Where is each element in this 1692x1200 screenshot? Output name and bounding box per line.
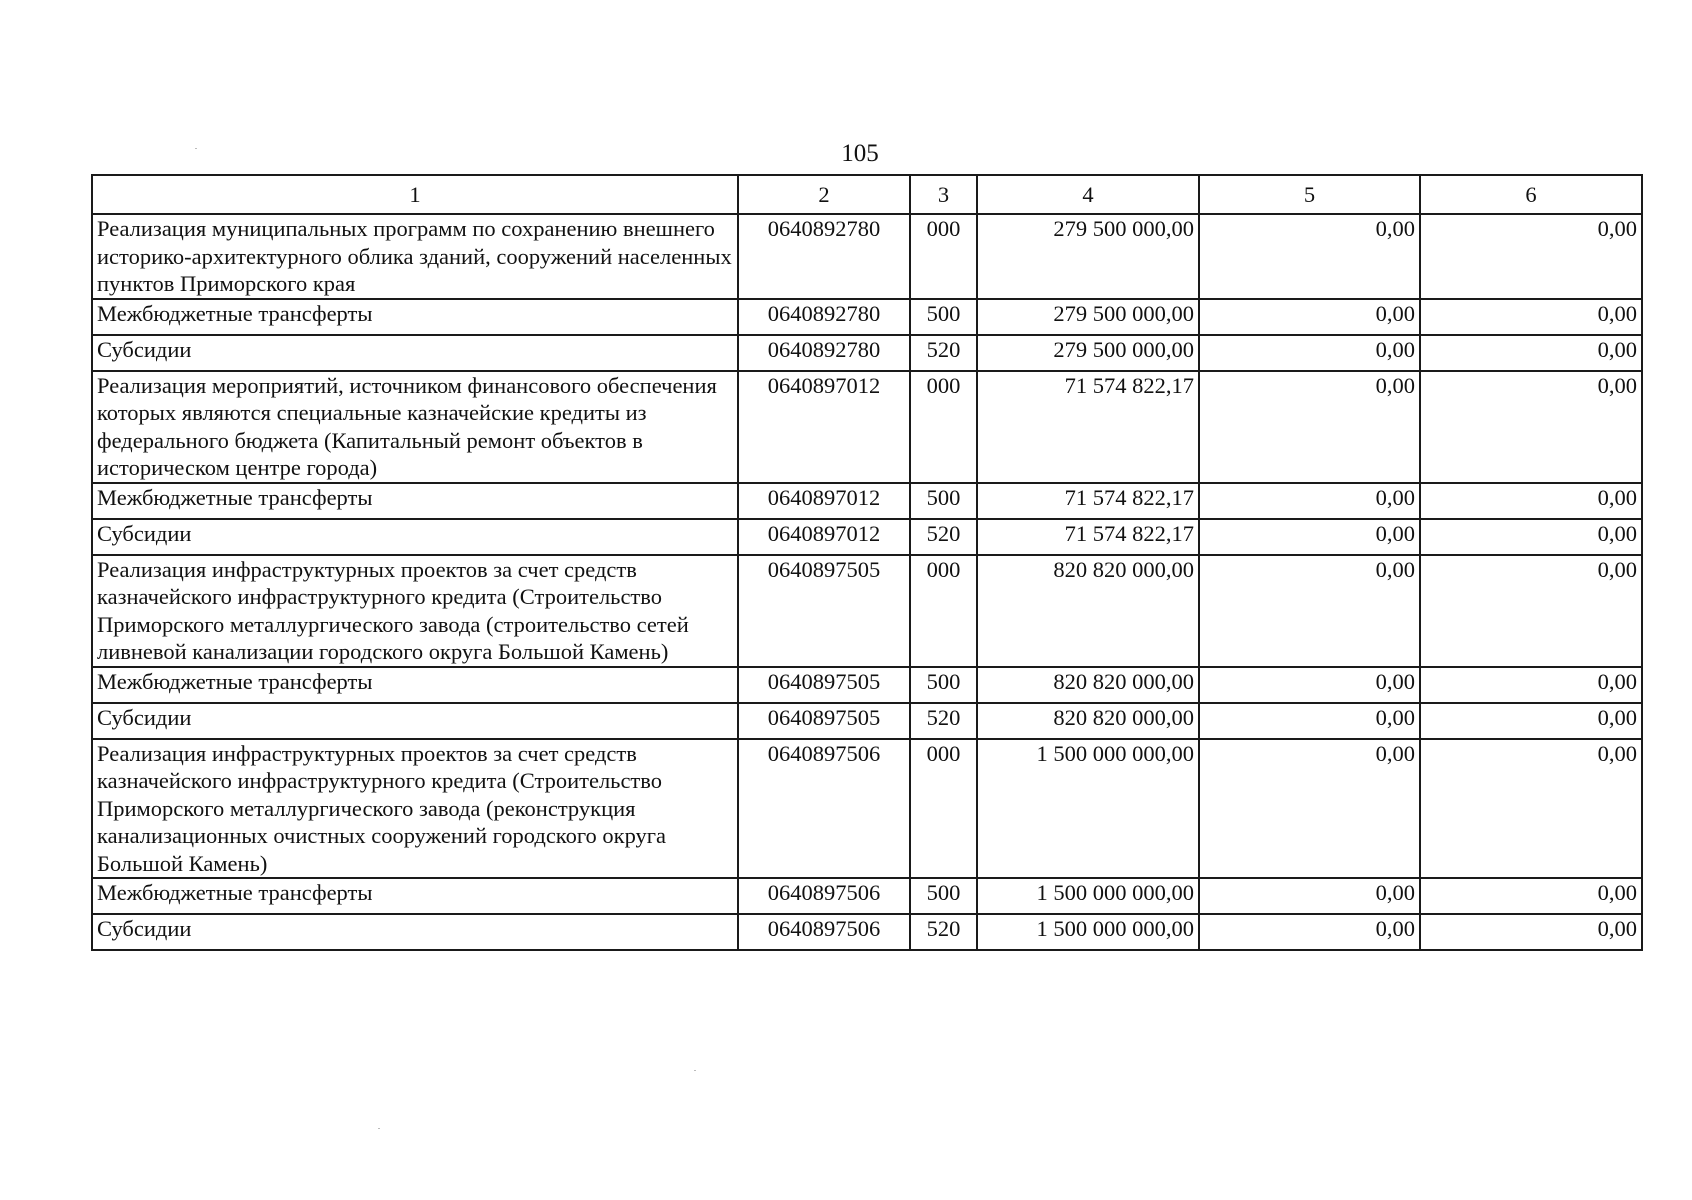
amount-col-6: 0,00 bbox=[1420, 703, 1642, 739]
amount-col-6: 0,00 bbox=[1420, 214, 1642, 299]
table-row bbox=[92, 739, 1642, 879]
header-col-4: 4 bbox=[977, 175, 1199, 214]
expense-type-code: 500 bbox=[910, 483, 977, 519]
amount-col-5: 0,00 bbox=[1199, 299, 1420, 335]
amount-col-5: 0,00 bbox=[1199, 667, 1420, 703]
amount-col-4: 279 500 000,00 bbox=[977, 335, 1199, 371]
expense-type-code: 520 bbox=[910, 914, 977, 950]
table-row bbox=[92, 483, 1642, 519]
expense-type-code: 500 bbox=[910, 299, 977, 335]
amount-col-4: 71 574 822,17 bbox=[977, 519, 1199, 555]
row-name: Реализация муниципальных программ по сохранению внешнего историко-архитектурного облика зданий, сооружений населенных пунктов Приморского края bbox=[92, 214, 738, 299]
amount-col-5: 0,00 bbox=[1199, 335, 1420, 371]
row-name: Межбюджетные трансферты bbox=[92, 483, 738, 519]
amount-col-5: 0,00 bbox=[1199, 483, 1420, 519]
target-code: 0640897505 bbox=[738, 703, 910, 739]
budget-table bbox=[91, 174, 1643, 951]
amount-col-6: 0,00 bbox=[1420, 299, 1642, 335]
expense-type-code: 500 bbox=[910, 878, 977, 914]
target-code: 0640892780 bbox=[738, 214, 910, 299]
amount-col-6: 0,00 bbox=[1420, 483, 1642, 519]
target-code: 0640892780 bbox=[738, 335, 910, 371]
header-row bbox=[92, 175, 1642, 214]
amount-col-4: 820 820 000,00 bbox=[977, 703, 1199, 739]
amount-col-5: 0,00 bbox=[1199, 739, 1420, 879]
amount-col-4: 279 500 000,00 bbox=[977, 299, 1199, 335]
amount-col-4: 1 500 000 000,00 bbox=[977, 739, 1199, 879]
amount-col-4: 820 820 000,00 bbox=[977, 555, 1199, 667]
amount-col-6: 0,00 bbox=[1420, 519, 1642, 555]
table-row bbox=[92, 878, 1642, 914]
row-name: Межбюджетные трансферты bbox=[92, 299, 738, 335]
amount-col-4: 71 574 822,17 bbox=[977, 483, 1199, 519]
expense-type-code: 000 bbox=[910, 371, 977, 483]
row-name: Субсидии bbox=[92, 703, 738, 739]
header-col-3: 3 bbox=[910, 175, 977, 214]
expense-type-code: 520 bbox=[910, 519, 977, 555]
header-col-5: 5 bbox=[1199, 175, 1420, 214]
target-code: 0640892780 bbox=[738, 299, 910, 335]
table-row bbox=[92, 914, 1642, 950]
row-name: Реализация мероприятий, источником финансового обеспечения которых являются специальные казначейские кредиты из федерального бюджета (Капитальный ремонт объектов в историческом центре города) bbox=[92, 371, 738, 483]
expense-type-code: 520 bbox=[910, 335, 977, 371]
table-row bbox=[92, 519, 1642, 555]
expense-type-code: 000 bbox=[910, 739, 977, 879]
amount-col-4: 1 500 000 000,00 bbox=[977, 914, 1199, 950]
table-row bbox=[92, 371, 1642, 483]
table-row bbox=[92, 214, 1642, 299]
header-col-6: 6 bbox=[1420, 175, 1642, 214]
amount-col-6: 0,00 bbox=[1420, 555, 1642, 667]
expense-type-code: 000 bbox=[910, 555, 977, 667]
scan-speck bbox=[195, 148, 197, 149]
amount-col-5: 0,00 bbox=[1199, 914, 1420, 950]
amount-col-5: 0,00 bbox=[1199, 703, 1420, 739]
amount-col-5: 0,00 bbox=[1199, 555, 1420, 667]
table-row bbox=[92, 299, 1642, 335]
target-code: 0640897505 bbox=[738, 555, 910, 667]
row-name: Межбюджетные трансферты bbox=[92, 667, 738, 703]
target-code: 0640897506 bbox=[738, 914, 910, 950]
target-code: 0640897012 bbox=[738, 483, 910, 519]
table-row bbox=[92, 703, 1642, 739]
header-col-2: 2 bbox=[738, 175, 910, 214]
amount-col-4: 820 820 000,00 bbox=[977, 667, 1199, 703]
amount-col-5: 0,00 bbox=[1199, 214, 1420, 299]
scan-speck bbox=[694, 1070, 696, 1071]
row-name: Субсидии bbox=[92, 335, 738, 371]
expense-type-code: 500 bbox=[910, 667, 977, 703]
amount-col-6: 0,00 bbox=[1420, 739, 1642, 879]
row-name: Субсидии bbox=[92, 914, 738, 950]
amount-col-5: 0,00 bbox=[1199, 519, 1420, 555]
amount-col-6: 0,00 bbox=[1420, 914, 1642, 950]
scan-speck bbox=[378, 1128, 380, 1129]
expense-type-code: 520 bbox=[910, 703, 977, 739]
header-col-1: 1 bbox=[92, 175, 738, 214]
amount-col-5: 0,00 bbox=[1199, 878, 1420, 914]
amount-col-6: 0,00 bbox=[1420, 878, 1642, 914]
page-number: 105 bbox=[841, 140, 879, 167]
row-name: Реализация инфраструктурных проектов за счет средств казначейского инфраструктурного кредита (Строительство Приморского металлургического завода (строительство сетей ливневой канализации городского округа Большой Камень) bbox=[92, 555, 738, 667]
expense-type-code: 000 bbox=[910, 214, 977, 299]
row-name: Межбюджетные трансферты bbox=[92, 878, 738, 914]
table-row bbox=[92, 667, 1642, 703]
target-code: 0640897012 bbox=[738, 519, 910, 555]
amount-col-4: 71 574 822,17 bbox=[977, 371, 1199, 483]
amount-col-6: 0,00 bbox=[1420, 667, 1642, 703]
amount-col-4: 1 500 000 000,00 bbox=[977, 878, 1199, 914]
target-code: 0640897506 bbox=[738, 739, 910, 879]
table-row bbox=[92, 335, 1642, 371]
row-name: Реализация инфраструктурных проектов за счет средств казначейского инфраструктурного кредита (Строительство Приморского металлургического завода (реконструкция канализационных очистных сооружений городского округа Большой Камень) bbox=[92, 739, 738, 879]
target-code: 0640897012 bbox=[738, 371, 910, 483]
table-row bbox=[92, 555, 1642, 667]
target-code: 0640897506 bbox=[738, 878, 910, 914]
amount-col-5: 0,00 bbox=[1199, 371, 1420, 483]
target-code: 0640897505 bbox=[738, 667, 910, 703]
amount-col-4: 279 500 000,00 bbox=[977, 214, 1199, 299]
amount-col-6: 0,00 bbox=[1420, 335, 1642, 371]
amount-col-6: 0,00 bbox=[1420, 371, 1642, 483]
row-name: Субсидии bbox=[92, 519, 738, 555]
